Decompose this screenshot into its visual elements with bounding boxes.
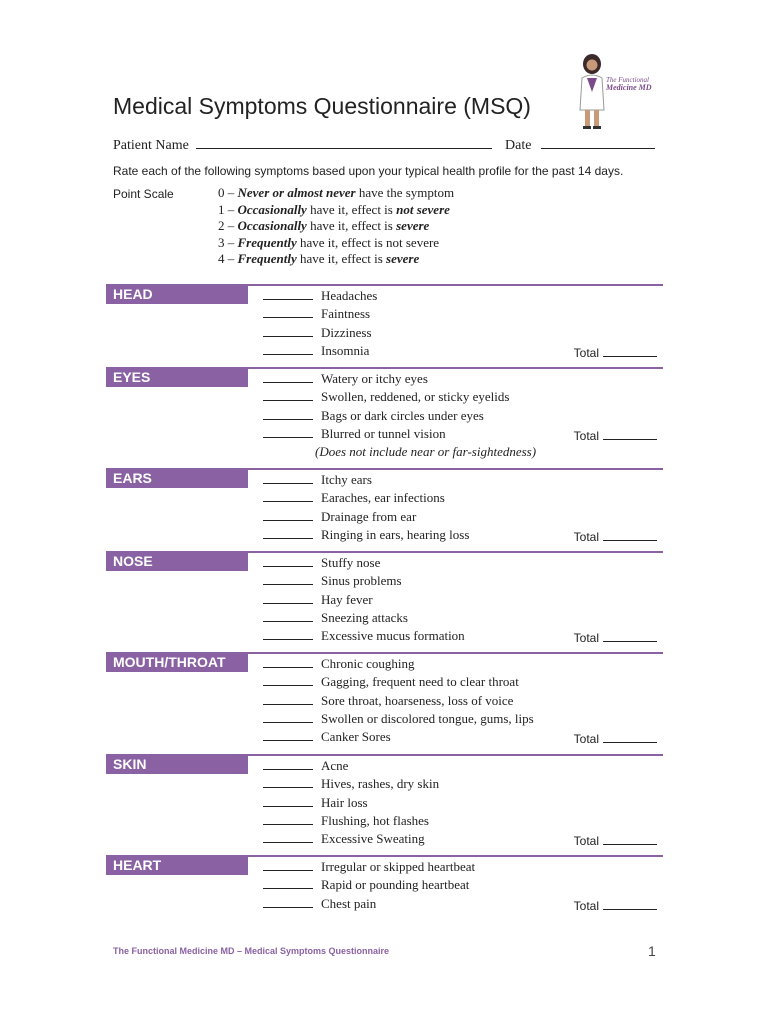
score-blank[interactable]: [263, 692, 313, 705]
total-blank[interactable]: [603, 833, 657, 845]
symptom-label: Faintness: [321, 306, 371, 322]
symptom-item: [263, 627, 465, 645]
point-scale-text: Occasionally: [237, 218, 307, 234]
total-blank[interactable]: [603, 428, 657, 440]
symptom-label: Bags or dark circles under eyes: [321, 407, 484, 423]
point-scale-text: Never or almost never: [237, 185, 356, 200]
logo: [572, 52, 654, 130]
symptom-item: [263, 673, 534, 691]
symptom-item: [263, 895, 475, 913]
symptom-item: [263, 591, 465, 609]
symptom-label: Hay fever: [321, 591, 373, 607]
symptom-item: [263, 489, 469, 507]
symptom-label: Swollen or discolored tongue, gums, lips: [321, 710, 534, 726]
point-scale-row: [218, 251, 454, 268]
point-scale-text: not severe: [396, 201, 450, 217]
date-label: Date: [505, 138, 532, 153]
symptom-label: Dizziness: [321, 324, 372, 340]
point-scale-text: 3 –: [218, 234, 238, 250]
point-scale-text: 1 –: [218, 201, 238, 217]
section-header: HEAD: [106, 284, 248, 304]
point-scale-text: have it, effect is: [306, 218, 397, 234]
symptom-label: Headaches: [321, 288, 378, 303]
score-blank[interactable]: [263, 794, 313, 807]
symptom-item: [263, 407, 536, 425]
symptom-item: [263, 526, 469, 544]
score-blank[interactable]: [263, 407, 313, 420]
symptom-item: [263, 287, 377, 305]
symptom-label: Sinus problems: [321, 573, 402, 589]
symptom-item: [263, 757, 439, 775]
symptom-item: [263, 794, 439, 812]
score-blank[interactable]: [263, 287, 313, 300]
total-label: Total: [573, 529, 599, 544]
date-field[interactable]: [505, 136, 655, 154]
score-blank[interactable]: [263, 895, 313, 908]
total-blank[interactable]: [603, 529, 657, 541]
score-blank[interactable]: [263, 655, 313, 668]
total-label: Total: [573, 732, 599, 747]
symptom-label: Gagging, frequent need to clear throat: [321, 674, 519, 690]
point-scale-text: Frequently: [237, 251, 297, 267]
total-label: Total: [573, 898, 599, 913]
point-scale-text: severe: [396, 218, 430, 234]
symptom-item: [263, 572, 465, 590]
section-header: MOUTH/THROAT: [106, 652, 248, 672]
symptom-label: Insomnia: [321, 342, 370, 358]
symptom-item: [263, 471, 469, 489]
page-number: 1: [648, 943, 656, 959]
section-rule: [248, 551, 663, 553]
symptom-label: Itchy ears: [321, 472, 372, 487]
total-label: Total: [573, 428, 599, 443]
score-blank[interactable]: [263, 591, 313, 604]
score-blank[interactable]: [263, 728, 313, 741]
symptom-item: [263, 830, 439, 848]
point-scale-row: [218, 202, 454, 219]
point-scale-row: [218, 218, 454, 235]
section-rule: [248, 284, 663, 286]
symptom-item: [263, 655, 534, 673]
symptom-item: [263, 425, 536, 443]
symptom-item: [263, 342, 377, 360]
section-header: EARS: [106, 468, 248, 488]
footer: The Functional Medicine MD – Medical Symptoms Questionnaire: [113, 946, 390, 956]
score-blank[interactable]: [263, 627, 313, 640]
symptom-label: Blurred or tunnel vision: [321, 425, 446, 441]
section-total: [574, 345, 657, 360]
score-blank[interactable]: [263, 471, 313, 484]
date-line[interactable]: [541, 136, 655, 149]
point-scale-text: 0 –: [218, 185, 238, 200]
point-scale-text: severe: [386, 251, 420, 267]
symptom-label: Chronic coughing: [321, 656, 415, 671]
point-scale-text: have the symptom: [355, 185, 455, 200]
symptom-list: [263, 858, 475, 913]
score-blank[interactable]: [263, 554, 313, 567]
point-scale-text: Occasionally: [237, 201, 307, 217]
score-blank[interactable]: [263, 673, 313, 686]
score-blank[interactable]: [263, 342, 313, 355]
section-rule: [248, 652, 663, 654]
symptom-label: Watery or itchy eyes: [321, 371, 428, 386]
score-blank[interactable]: [263, 609, 313, 622]
score-blank[interactable]: [263, 489, 313, 502]
symptom-label: Hair loss: [321, 794, 368, 810]
symptom-item: [263, 388, 536, 406]
logo-text: The Functional Medicine MD: [606, 76, 652, 92]
section-total: [574, 428, 657, 443]
point-scale-text: have it, effect is not severe: [296, 234, 440, 250]
section-total: [574, 529, 657, 544]
point-scale-list: [218, 185, 454, 268]
patient-name-line[interactable]: [196, 136, 492, 149]
total-blank[interactable]: [603, 898, 657, 910]
symptom-item: [263, 554, 465, 572]
point-scale-text: have it, effect is: [296, 251, 387, 267]
patient-name-field[interactable]: [113, 136, 492, 154]
page-title: Medical Symptoms Questionnaire (MSQ): [113, 93, 531, 119]
total-label: Total: [573, 834, 599, 849]
symptom-item: [263, 858, 475, 876]
symptom-item: [263, 876, 475, 894]
symptom-item: [263, 324, 377, 342]
section-rule: [248, 367, 663, 369]
symptom-item: [263, 508, 469, 526]
score-blank[interactable]: [263, 305, 313, 318]
section-header: SKIN: [106, 754, 248, 774]
score-blank[interactable]: [263, 812, 313, 825]
symptom-list: [263, 655, 534, 746]
symptom-label: Acne: [321, 758, 349, 773]
section-note: (Does not include near or far-sightedness): [315, 444, 537, 460]
symptom-label: Rapid or pounding heartbeat: [321, 877, 470, 893]
symptom-label: Excessive mucus formation: [321, 628, 465, 644]
symptom-label: Stuffy nose: [321, 555, 381, 570]
symptom-item: [263, 370, 536, 388]
section-header: EYES: [106, 367, 248, 387]
symptom-label: Ringing in ears, hearing loss: [321, 526, 470, 542]
symptom-item: [263, 305, 377, 323]
symptom-label: Earaches, ear infections: [321, 490, 445, 506]
symptom-list: [263, 370, 536, 461]
patient-name-label: Patient Name: [113, 138, 189, 153]
point-scale-text: Frequently: [237, 234, 297, 250]
score-blank[interactable]: [263, 876, 313, 889]
section-header: NOSE: [106, 551, 248, 571]
score-blank[interactable]: [263, 858, 313, 871]
section-total: [574, 833, 657, 848]
score-blank[interactable]: [263, 425, 313, 438]
symptom-item: [263, 609, 465, 627]
symptom-list: [263, 757, 439, 848]
symptom-label: Sneezing attacks: [321, 609, 408, 625]
section-total: [574, 731, 657, 746]
total-blank[interactable]: [603, 345, 657, 357]
symptom-item: [263, 710, 534, 728]
symptom-label: Swollen, reddened, or sticky eyelids: [321, 389, 510, 405]
section-rule: [248, 468, 663, 470]
score-blank[interactable]: [263, 710, 313, 723]
section-total: [574, 898, 657, 913]
score-blank[interactable]: [263, 370, 313, 383]
symptom-label: Drainage from ear: [321, 508, 417, 524]
symptom-label: Excessive Sweating: [321, 831, 425, 847]
symptom-label: Irregular or skipped heartbeat: [321, 859, 476, 874]
score-blank[interactable]: [263, 324, 313, 337]
instructions: Rate each of the following symptoms based upon your typical health profile for the past 14 days.: [113, 164, 624, 178]
score-blank[interactable]: [263, 757, 313, 770]
symptom-list: [263, 554, 465, 645]
symptom-label: Flushing, hot flashes: [321, 812, 429, 828]
symptom-list: [263, 287, 377, 360]
point-scale-text: 2 –: [218, 218, 238, 234]
score-blank[interactable]: [263, 526, 313, 539]
symptom-item: [263, 775, 439, 793]
section-header: HEART: [106, 855, 248, 875]
symptom-label: Chest pain: [321, 895, 377, 911]
point-scale-text: 4 –: [218, 251, 238, 267]
symptom-label: Hives, rashes, dry skin: [321, 776, 440, 792]
symptom-list: [263, 471, 469, 544]
section-rule: [248, 754, 663, 756]
total-label: Total: [573, 345, 599, 360]
total-label: Total: [573, 631, 599, 646]
symptom-item: [263, 728, 534, 746]
point-scale-row: [218, 235, 454, 252]
score-blank[interactable]: [263, 572, 313, 585]
section-total: [574, 630, 657, 645]
section-rule: [248, 855, 663, 857]
score-blank[interactable]: [263, 830, 313, 843]
symptom-label: Sore throat, hoarseness, loss of voice: [321, 692, 514, 708]
point-scale-label: Point Scale: [113, 187, 174, 201]
score-blank[interactable]: [263, 388, 313, 401]
point-scale-row: [218, 185, 454, 202]
point-scale-text: have it, effect is: [306, 201, 397, 217]
total-blank[interactable]: [603, 630, 657, 642]
symptom-item: [263, 692, 534, 710]
symptom-label: Canker Sores: [321, 729, 391, 745]
total-blank[interactable]: [603, 731, 657, 743]
score-blank[interactable]: [263, 775, 313, 788]
score-blank[interactable]: [263, 508, 313, 521]
symptom-item: [263, 812, 439, 830]
